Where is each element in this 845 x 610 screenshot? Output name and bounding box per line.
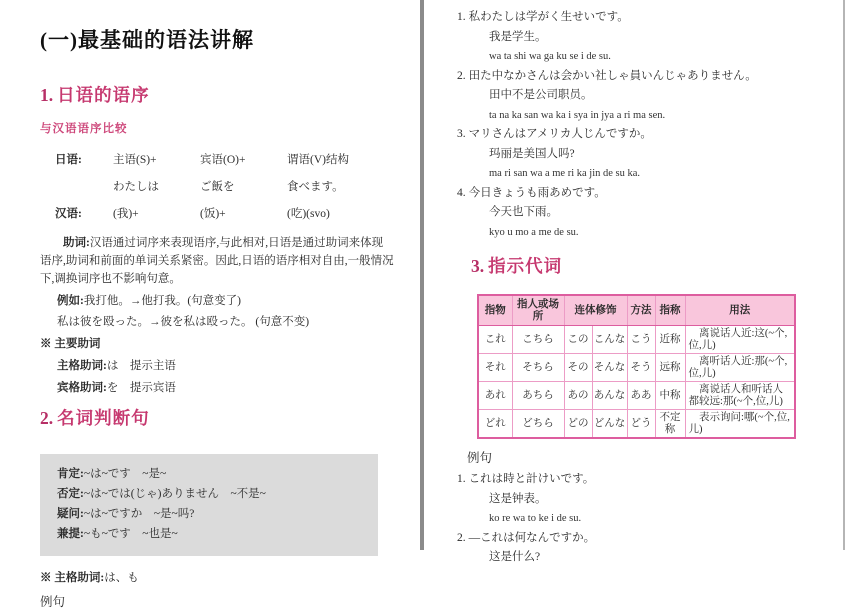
nominative-particle-line <box>40 359 394 373</box>
demonstrative-pronoun-table <box>477 294 796 439</box>
romaji-line: kyo u mo a me de su. <box>489 226 579 238</box>
subject-col: 主语(S)+ <box>113 154 157 166</box>
cell: この <box>564 326 592 354</box>
usage-cell: 离说话人和听话人都较远:那(~个,位,儿) <box>685 382 795 410</box>
cell: どう <box>627 410 655 439</box>
section-2-note-value: は、も <box>104 572 139 584</box>
table-row <box>478 326 795 354</box>
interrogative-pattern <box>57 508 368 521</box>
example-item-3 <box>457 125 827 184</box>
interrogative-label: 疑问: <box>57 508 84 520</box>
also-pattern <box>57 528 368 541</box>
japanese-sentence <box>457 8 827 28</box>
cell: あの <box>564 382 592 410</box>
example-item-1 <box>457 8 827 67</box>
section-3-heading <box>471 255 827 277</box>
verb-example: 食べます。 <box>287 181 344 193</box>
section-1-number: 1. <box>40 85 54 105</box>
cell: そんな <box>592 354 627 382</box>
chinese-translation: 田中不是公司职员。 <box>489 89 593 101</box>
example-item-4 <box>457 184 827 243</box>
section-1-heading <box>40 84 394 106</box>
example-number: 2. <box>457 69 466 82</box>
cell: どの <box>564 410 592 439</box>
verb-chinese: (吃)(svo) <box>287 208 330 220</box>
also-label: 兼提: <box>57 528 84 540</box>
example-item-2 <box>457 529 827 568</box>
cell: 中称 <box>655 382 685 410</box>
affirmative-text: ~は~です ~是~ <box>83 468 167 480</box>
cell: ああ <box>627 382 655 410</box>
subject-example: わたしは <box>113 181 159 193</box>
negative-pattern <box>57 488 368 501</box>
header-manner: 方法 <box>627 295 655 326</box>
object-col: 宾语(O)+ <box>200 154 246 166</box>
table-row <box>478 354 795 382</box>
chinese-translation: 这是什么? <box>489 551 541 563</box>
section-3-number: 3. <box>471 256 485 276</box>
example-number: 4. <box>457 186 466 199</box>
header-usage: 用法 <box>685 295 795 326</box>
cell: どちら <box>512 410 564 439</box>
cell: そう <box>627 354 655 382</box>
cell: こんな <box>592 326 627 354</box>
comparison-row-example <box>40 180 394 194</box>
section-2-heading <box>40 407 394 429</box>
japanese-text: 私わたしは学がく生せいです。 <box>468 11 629 23</box>
section-2-number: 2. <box>40 408 54 428</box>
header-attributive: 连体修饰 <box>564 295 627 326</box>
sentence-pattern-box <box>40 454 378 556</box>
cell: 不定称 <box>655 410 685 439</box>
example-item-2 <box>457 67 827 126</box>
particle-note-label: 助词: <box>63 237 90 249</box>
romaji-line: wa ta shi wa ga ku se i de su. <box>489 51 611 62</box>
example-number: 3. <box>457 128 466 140</box>
particle-note <box>40 234 394 288</box>
main-particles-heading: ※ 主要助词 <box>40 338 101 350</box>
interrogative-text: ~は~ですか ~是~吗? <box>83 508 195 520</box>
left-page <box>0 0 420 609</box>
section-2-particle-note <box>40 571 394 585</box>
affirmative-pattern <box>57 468 368 481</box>
japanese-sentence <box>457 125 827 145</box>
page-title: (一)最基础的语法讲解 <box>40 28 254 52</box>
romaji-line: ko re wa to ke i de su. <box>489 513 582 524</box>
particle-note-text: 汉语通过词序来表现语序,与此相对,日语是通过助词来体现语序,助词和前面的单词关系紧密。因此,日语的语序相对自由,一般情况下,调换词序也不影响句意。 <box>40 237 394 285</box>
cell: 近称 <box>655 326 685 354</box>
nominative-particle-label: 主格助词: <box>57 360 107 372</box>
header-person-place: 指人或场所 <box>512 295 564 326</box>
header-reference: 指称 <box>655 295 685 326</box>
section-1-subtitle: 与汉语语序比较 <box>40 123 128 135</box>
comparison-row-chinese <box>40 207 394 221</box>
japanese-text: —これは何なんですか。 <box>468 531 596 544</box>
cell: あちら <box>512 382 564 410</box>
section-2-note-label: ※ 主格助词: <box>40 572 105 584</box>
japanese-sentence <box>457 67 827 87</box>
romaji-line: ta na ka san wa ka i sya in jya a ri ma sen. <box>489 109 666 121</box>
example-text: 我打他。→他打我。(句意变了) <box>83 295 242 307</box>
negative-label: 否定: <box>57 488 84 500</box>
also-text: ~も~です ~也是~ <box>83 528 178 540</box>
chinese-translation: 我是学生。 <box>489 30 547 43</box>
example-item-1 <box>457 470 827 529</box>
table-row <box>478 410 795 439</box>
negative-text: ~は~では(じゃ)ありません ~不是~ <box>83 488 266 500</box>
section-2-title: 名词判断句 <box>57 408 150 428</box>
usage-cell: 离说话人近:这(~个,位,儿) <box>685 326 795 354</box>
word-order-comparison <box>40 153 394 221</box>
japanese-text: マリさんはアメリカ人じんですか。 <box>468 128 652 140</box>
japanese-sentence <box>457 470 827 490</box>
table-row <box>478 382 795 410</box>
cell: こちら <box>512 326 564 354</box>
section-3-example-list <box>457 470 827 568</box>
accusative-particle-label: 宾格助词: <box>57 382 107 394</box>
cell: そちら <box>512 354 564 382</box>
cell: あれ <box>478 382 512 410</box>
chinese-translation: 玛丽是美国人吗? <box>489 147 575 160</box>
row-label-japanese: 日语: <box>55 154 82 166</box>
table-header-row <box>478 295 795 326</box>
example-number: 1. <box>457 473 466 485</box>
cell: こう <box>627 326 655 354</box>
japanese-sentence <box>457 529 827 549</box>
subject-chinese: (我)+ <box>113 208 139 220</box>
right-examples-heading: 例句 <box>467 451 493 465</box>
japanese-text: 今日きょうも雨あめです。 <box>468 186 606 199</box>
row-label-empty <box>40 180 113 194</box>
header-thing: 指物 <box>478 295 512 326</box>
nominative-particle-value: は 提示主语 <box>106 360 176 372</box>
cell: これ <box>478 326 512 354</box>
chinese-translation: 今天也下雨。 <box>489 206 558 218</box>
affirmative-label: 肯定: <box>57 468 84 480</box>
accusative-particle-value: を 提示宾语 <box>106 382 176 394</box>
example-label: 例如: <box>57 295 84 307</box>
cell: あんな <box>592 382 627 410</box>
cell: それ <box>478 354 512 382</box>
example-number: 1. <box>457 11 466 23</box>
chinese-translation: 这是钟表。 <box>489 492 547 505</box>
object-chinese: (饭)+ <box>200 208 226 220</box>
example-sentence-list <box>457 8 827 242</box>
cell: どんな <box>592 410 627 439</box>
cell: その <box>564 354 592 382</box>
usage-cell: 离听话人近:那(~个,位,儿) <box>685 354 795 382</box>
example-line-1 <box>40 294 394 308</box>
verb-col: 谓语(V)结构 <box>287 154 349 166</box>
romaji-line: ma ri san wa a me ri ka jin de su ka. <box>489 168 641 179</box>
japanese-text: 田た中なかさんは会かい社しゃ員いんじゃありません。 <box>468 69 757 82</box>
right-page <box>424 0 845 563</box>
section-3-title: 指示代词 <box>488 256 563 276</box>
japanese-sentence <box>457 184 827 204</box>
row-label-chinese: 汉语: <box>55 208 82 220</box>
object-example: ご飯を <box>200 181 235 193</box>
cell: 远称 <box>655 354 685 382</box>
section-1-title: 日语的语序 <box>57 85 150 105</box>
comparison-row-japanese <box>40 153 394 167</box>
japanese-text: これは時と計けいです。 <box>468 473 595 485</box>
usage-cell: 表示询问:哪(~个,位,儿) <box>685 410 795 439</box>
left-examples-heading: 例句 <box>40 595 66 609</box>
cell: どれ <box>478 410 512 439</box>
accusative-particle-line <box>40 381 394 395</box>
example-number: 2. <box>457 531 466 544</box>
example-line-2: 私は彼を殴った。→彼を私は殴った。 (句意不变) <box>57 316 310 328</box>
